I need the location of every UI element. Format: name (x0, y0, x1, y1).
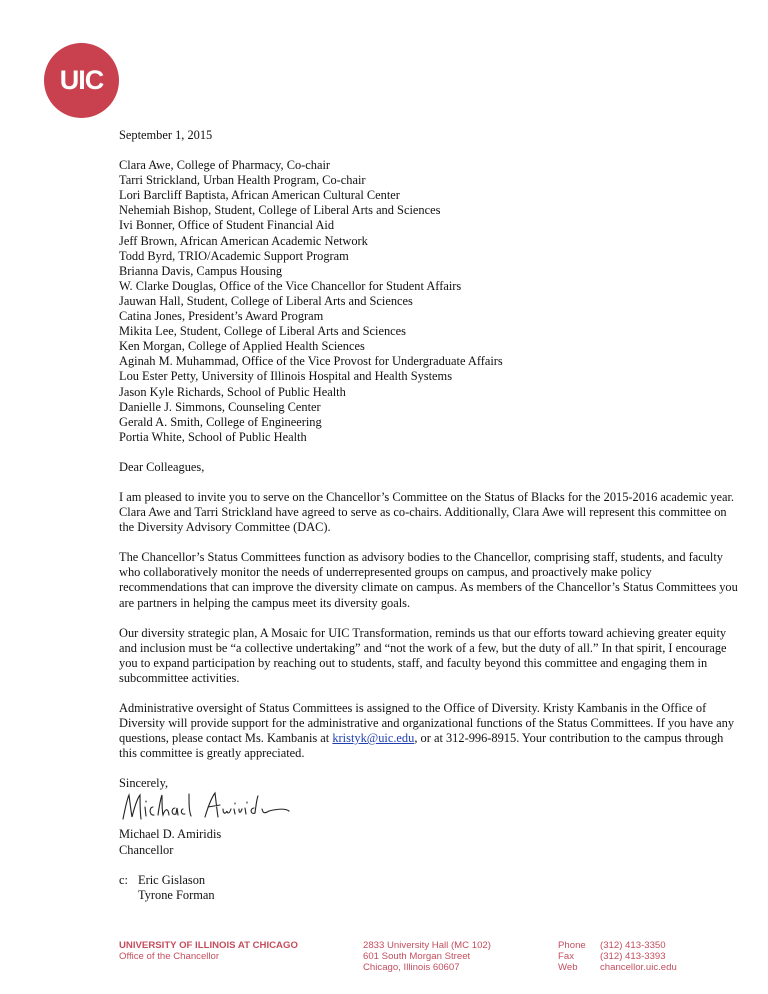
signature (119, 791, 739, 827)
recipient: Aginah M. Muhammad, Office of the Vice Provost for Undergraduate Affairs (119, 354, 503, 369)
cc-block (119, 873, 739, 903)
cc-recipient: Eric Gislason (138, 872, 206, 887)
letter-date: September 1, 2015 (119, 128, 213, 142)
footer-address (363, 940, 491, 974)
salutation: Dear Colleagues, (119, 459, 205, 474)
closing: Sincerely, (119, 776, 169, 791)
recipient: Todd Byrd, TRIO/Academic Support Program (119, 248, 349, 263)
recipient: Catina Jones, President’s Award Program (119, 309, 324, 324)
recipient: Jauwan Hall, Student, College of Liberal Arts and Sciences (119, 293, 413, 308)
fax-value: (312) 413-3393 (600, 951, 666, 963)
phone-value: (312) 413-3350 (600, 940, 666, 951)
recipient: Danielle J. Simmons, Counseling Center (119, 399, 321, 414)
paragraph-strategic-plan: Our diversity strategic plan, A Mosaic for UIC Transformation, reminds us that our efforts toward achieving greater equity and inclusion must be “a collective undertaking” and “not the work of a few, but the duty of all.” In that spirit, I encourage you to expand participation by reaching out to students, staff, and faculty beyond this committee and engaging them in subcommittee activities. (119, 625, 727, 685)
recipient: W. Clarke Douglas, Office of the Vice Chancellor for Student Affairs (119, 278, 462, 293)
fax-label: Fax (558, 951, 574, 963)
footer-contact-values (600, 940, 677, 974)
paragraph-invitation: I am pleased to invite you to serve on the Chancellor’s Committee on the Status of Blacks for the 2015-2016 academic year. Clara Awe and Tarri Strickland have agreed to serve as co-chairs. Additionally, Clara Awe will represent this committee on the Diversity Advisory Committee (DAC). (119, 489, 735, 535)
paragraph-committees: The Chancellor’s Status Committees function as advisory bodies to the Chancellor, comprising staff, students, and faculty who collaboratively monitor the needs of underrepresented groups on campus, and proactively make policy recommendations that can improve the diversity climate on campus. As members of the Chancellor’s Status Committees you are partners in helping the campus meet its diversity goals. (119, 550, 738, 610)
signer-name: Michael D. Amiridis (119, 827, 222, 842)
email-link[interactable]: kristyk@uic.edu (332, 731, 415, 746)
paragraph-oversight-text-end: , or at 312-996-8915. Your contribution to the campus through this committee is greatly appreciated. (119, 731, 724, 761)
recipient: Portia White, School of Public Health (119, 429, 307, 444)
signature-icon (119, 789, 299, 825)
recipient: Gerald A. Smith, College of Engineering (119, 414, 322, 429)
phone-label: Phone (558, 940, 586, 951)
uic-logo (44, 43, 119, 118)
letter-body (119, 128, 739, 903)
footer-university: UNIVERSITY OF ILLINOIS AT CHICAGO (119, 940, 298, 951)
recipient-list (119, 158, 739, 445)
recipient: Brianna Davis, Campus Housing (119, 263, 283, 278)
web-label: Web (558, 962, 578, 974)
recipient: Lori Barcliff Baptista, African American Cultural Center (119, 188, 400, 203)
cc-label: c: (119, 872, 128, 887)
address-line: 601 South Morgan Street (363, 951, 471, 963)
web-value: chancellor.uic.edu (600, 962, 677, 974)
paragraph-oversight (119, 701, 739, 761)
recipient: Lou Ester Petty, University of Illinois Hospital and Health Systems (119, 369, 453, 384)
footer-office: Office of the Chancellor (119, 951, 220, 963)
signer-title: Chancellor (119, 842, 174, 857)
recipient: Tarri Strickland, Urban Health Program, Co-chair (119, 173, 366, 188)
recipient: Jeff Brown, African American Academic Network (119, 233, 368, 248)
recipient: Ken Morgan, College of Applied Health Sciences (119, 339, 365, 354)
recipient: Nehemiah Bishop, Student, College of Liberal Arts and Sciences (119, 203, 441, 218)
recipient: Jason Kyle Richards, School of Public Health (119, 384, 346, 399)
paragraph-oversight-text: Administrative oversight of Status Committees is assigned to the Office of Diversity. Kristy Kambanis in the Office of Diversity will provide support for the administrative and organizational functions of the Status Committees. If you have any questions, please contact Ms. Kambanis at (119, 701, 735, 746)
cc-recipient: Tyrone Forman (138, 887, 215, 902)
footer-contact-labels (558, 940, 586, 974)
recipient: Clara Awe, College of Pharmacy, Co-chair (119, 158, 331, 173)
logo-text: UIC (59, 65, 104, 95)
address-line: 2833 University Hall (MC 102) (363, 940, 491, 951)
address-line: Chicago, Illinois 60607 (363, 962, 460, 974)
recipient: Ivi Bonner, Office of Student Financial Aid (119, 218, 335, 233)
recipient: Mikita Lee, Student, College of Liberal Arts and Sciences (119, 324, 406, 339)
